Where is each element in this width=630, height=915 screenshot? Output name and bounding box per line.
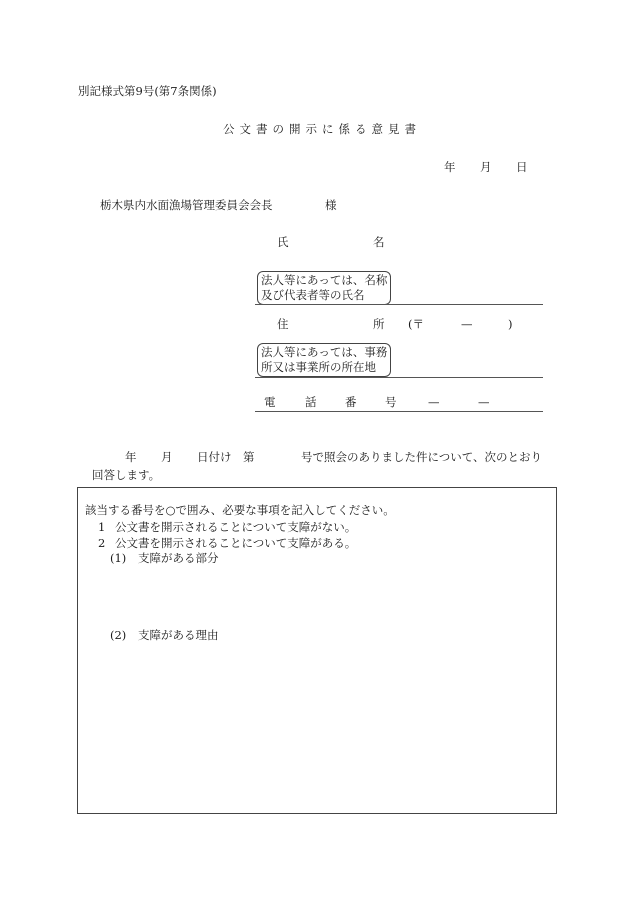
name-label-2: 名 xyxy=(373,235,385,249)
postal-open: (〒 xyxy=(408,317,424,331)
sub1-number: (1) xyxy=(110,551,127,565)
sub1-answer-area[interactable] xyxy=(134,570,544,626)
corp-name-note-line2: 及び代表者等の氏名 xyxy=(261,288,365,302)
addressee-name: 栃木県内水面漁場管理委員会会長 xyxy=(100,198,273,212)
corp-address-note xyxy=(257,343,391,377)
body-number-prefix: 第 xyxy=(243,450,255,464)
option2-number[interactable]: 2 xyxy=(98,536,106,550)
postal-dash: — xyxy=(461,317,473,331)
phone-underline xyxy=(255,411,543,412)
corp-name-note-line1: 法人等にあっては、名称 xyxy=(261,273,388,287)
answer-box xyxy=(77,487,557,814)
name-underline xyxy=(255,304,543,305)
sub1-text: 支障がある部分 xyxy=(138,551,219,565)
phone-label-1: 電 xyxy=(264,395,276,409)
phone-dash-1: — xyxy=(428,395,440,409)
phone-label-2: 話 xyxy=(305,395,317,409)
corp-address-note-line1: 法人等にあっては、事務 xyxy=(261,345,388,359)
date-year: 年 xyxy=(444,160,456,174)
address-underline xyxy=(255,377,543,378)
corp-name-note xyxy=(257,271,391,305)
body-year: 年 xyxy=(125,450,137,464)
body-line2: 回答します。 xyxy=(92,468,161,482)
form-number: 別記様式第9号(第7条関係) xyxy=(78,84,217,98)
postal-close: ) xyxy=(508,317,513,331)
phone-label-3: 番 xyxy=(345,395,357,409)
addressee-honorific: 様 xyxy=(325,198,337,212)
address-label-1: 住 xyxy=(277,317,289,331)
phone-label-4: 号 xyxy=(385,395,397,409)
sub2-answer-area[interactable] xyxy=(134,648,544,798)
option1-text: 公文書を開示されることについて支障がない。 xyxy=(115,520,357,534)
document-title: 公文書の開示に係る意見書 xyxy=(223,122,421,136)
address-label-2: 所 xyxy=(373,317,385,331)
box-instruction: 該当する番号を○で囲み、必要な事項を記入してください。 xyxy=(85,503,395,517)
option2-text: 公文書を開示されることについて支障がある。 xyxy=(115,536,357,550)
body-month: 月 xyxy=(161,450,173,464)
option1-number[interactable]: 1 xyxy=(98,520,106,534)
phone-dash-2: — xyxy=(478,395,490,409)
body-day-dated: 日付け xyxy=(197,450,232,464)
name-label-1: 氏 xyxy=(277,235,289,249)
date-day: 日 xyxy=(516,160,528,174)
body-number-suffix: 号で照会のありました件について、次のとおり xyxy=(301,450,543,464)
date-month: 月 xyxy=(480,160,492,174)
sub2-text: 支障がある理由 xyxy=(138,628,219,642)
sub2-number: (2) xyxy=(110,628,127,642)
corp-address-note-line2: 所又は事業所の所在地 xyxy=(261,360,376,374)
